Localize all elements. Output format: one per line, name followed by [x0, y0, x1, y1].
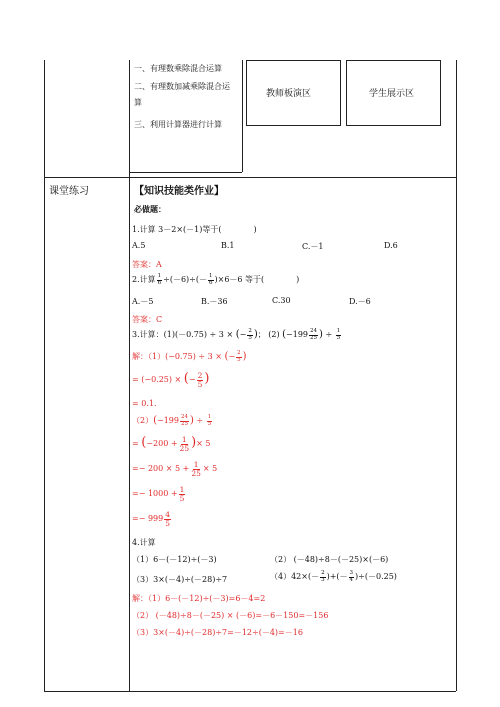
- q1-option-d: D.6: [384, 241, 398, 250]
- q3-sol5-num: 1: [181, 435, 187, 444]
- table-left-border: [44, 60, 45, 691]
- q3-whole: −199: [286, 330, 309, 339]
- q3-sol6-tail: × 5: [202, 464, 218, 473]
- q2-option-a: A.－5: [132, 297, 154, 306]
- q3-solution-line-3: = 0.1．: [132, 399, 162, 408]
- q2-option-d: D.－6: [349, 297, 371, 306]
- q2-mid: ÷(－6)÷(－: [163, 275, 207, 284]
- q3-solution-line-5: = (−200 + $\frac{1}{25}$ )× 5: [132, 435, 211, 453]
- q3-sol5-tail: × 5: [196, 439, 211, 448]
- q1-option-b: B.1: [221, 241, 235, 250]
- q3-sol5-inner: −200 +: [146, 439, 178, 448]
- q3-sol2-den: 5: [197, 379, 203, 389]
- q4-title: 4.计算: [132, 538, 156, 547]
- q3-sol4-f1-num: 24: [180, 414, 188, 420]
- student-showcase-label: 学生展示区: [369, 89, 415, 99]
- q4-problem-1: （1）6－(－12)÷(－3): [132, 555, 217, 564]
- q2-f1-num: 1: [157, 273, 162, 279]
- q3-sol8-fraction: [164, 511, 171, 527]
- q3-solution-line-1: 解：（1）(−0.75) ÷ 3 × (− $\frac{2}{5}$ ): [132, 350, 247, 363]
- q3-solution-line-6: [132, 461, 217, 477]
- q3-sol5-den: 25: [179, 443, 190, 453]
- q3-solution-line-7: [132, 486, 186, 502]
- q4-answer-1: 解：（1）6－(－12)÷(－3)=6－4=2: [132, 594, 266, 603]
- q3-sol7-num: 1: [179, 485, 185, 494]
- outline-item-2: 二、有理数加减乘除混合运: [134, 82, 230, 91]
- q4-problem-4: [270, 571, 397, 583]
- q3-sol1-fraction: [236, 351, 242, 363]
- q4-answer-3: （3）3×(－4)÷(－28)÷7=－12÷(－4)=－16: [132, 628, 303, 637]
- q2-answer: 答案：C: [132, 315, 163, 324]
- q3-sol7-lead: =− 1000 +: [132, 489, 178, 498]
- q3-fraction-1: [247, 329, 253, 341]
- q3-f3-den: 5: [336, 334, 341, 341]
- q3-sol1-lead: 解：（1）(−0.75) ÷ 3 ×: [132, 352, 222, 361]
- section-label: 课堂练习: [49, 186, 89, 197]
- q3-sol4-fraction-2: [207, 415, 213, 427]
- q1-option-a: A.5: [132, 241, 146, 250]
- q3-sol1-num: 2: [237, 350, 241, 356]
- q4-p4-tail: )÷(－0.25): [355, 572, 397, 581]
- q2-option-b: B.－36: [201, 297, 228, 306]
- outline-cell-bottom: [129, 172, 242, 173]
- q3-sol4-f2-num: 1: [207, 414, 212, 420]
- must-do-label: 必做题：: [134, 204, 166, 214]
- q3-sol8-lead: =− 999: [132, 514, 164, 523]
- q3-sol2-num: 2: [197, 371, 203, 380]
- q3-solution-line-2: = (−0.25) × (− $\frac{2}{5}$ ): [132, 371, 210, 389]
- q4-problem-3: （3）3×(－4)÷(－28)÷7: [132, 575, 228, 584]
- q3-sol4-lead: （2）: [132, 416, 154, 425]
- q2-fraction-1: [157, 274, 163, 286]
- q4-p4-fraction-1: [320, 571, 326, 583]
- q3-f1-den: 5: [248, 334, 252, 341]
- q4-p4-f1-den: 3: [321, 576, 325, 583]
- teacher-board-label: 教师板演区: [266, 89, 312, 99]
- q2-fraction-2: [208, 274, 214, 286]
- q2-stem: [132, 274, 299, 286]
- q3-stem: 3.计算：(1)(－0.75) ÷ 3 × (− $\frac{2}{5}$ )； (2) (−199 $\frac{24}{25}$ ) ÷ $\frac{1}{5}$: [132, 328, 341, 341]
- q3-prefix: 3.计算：(1)(－0.75) ÷ 3 ×: [132, 330, 234, 339]
- table-right-border: [456, 60, 457, 691]
- q3-fraction-2: [309, 329, 318, 341]
- outline-item-2-cont: 算: [134, 98, 142, 107]
- table-divider-border: [129, 60, 130, 691]
- outline-item-3: 三、利用计算器进行计算: [134, 120, 222, 129]
- q3-f1-num: 2: [248, 328, 252, 334]
- q2-f1-den: 6: [157, 279, 162, 286]
- q3-sol6-fraction: [190, 461, 202, 477]
- q4-problem-2: （2） (－48)÷8－(－25)×(－6): [270, 555, 389, 564]
- row-separator: [44, 177, 456, 178]
- q3-sol2-fraction: [197, 372, 204, 388]
- q3-sol5-fraction: [179, 436, 191, 452]
- q4-p4-f2-den: 4: [349, 576, 354, 583]
- q3-fraction-3: [336, 329, 342, 341]
- q3-sol6-lead: =− 200 × 5 +: [132, 464, 190, 473]
- outline-item-1: 一、有理数乘除混合运算: [134, 64, 222, 73]
- q1-stem: 1.计算 3－2×(－1)等于( ): [132, 225, 257, 234]
- q3-sol7-fraction: [179, 486, 186, 502]
- q4-p4-f2-num: 3: [349, 570, 354, 576]
- q4-p4-mid: )+(－: [326, 572, 348, 581]
- q1-answer: 答案：A: [132, 260, 162, 269]
- q4-p4-lead: （4）42×(－: [270, 572, 320, 581]
- q3-sol8-num: 4: [165, 510, 170, 519]
- q3-part2-label: ； (2): [257, 330, 280, 339]
- q3-sol2-lead: = (−0.25) ×: [132, 375, 182, 384]
- q2-f2-den: 6: [209, 279, 213, 286]
- q3-sol4-whole: −199: [157, 416, 179, 425]
- q3-sol7-den: 5: [179, 493, 185, 503]
- q3-f2-num: 24: [310, 328, 318, 334]
- q4-answer-2: （2） (－48)÷8－(－25) × (－6)=－6－150=－156: [132, 611, 329, 620]
- section-heading: 【知识技能类作业】: [134, 186, 224, 197]
- outline-cell-border: [242, 60, 243, 172]
- q4-p4-fraction-2: [349, 571, 355, 583]
- q3-solution-line-4: （2）(−199 $\frac{24}{25}$ ) ÷ $\frac{1}{5}$: [132, 414, 212, 427]
- q3-sol4-f2-den: 5: [207, 420, 212, 427]
- q3-f2-den: 25: [310, 334, 318, 341]
- q4-p4-f1-num: 2: [321, 570, 325, 576]
- q3-solution-line-8: [132, 511, 172, 527]
- q2-suffix: )×6－6 等于( ): [214, 275, 300, 284]
- table-bottom-border: [44, 691, 456, 692]
- q3-sol6-num: 1: [193, 460, 199, 469]
- q2-option-c: C.30: [272, 296, 291, 305]
- q3-sol4-fraction-1: [180, 415, 189, 427]
- q3-sol1-den: 5: [237, 356, 241, 363]
- q3-sol6-den: 25: [191, 468, 201, 478]
- q1-option-c: C.－1: [302, 242, 324, 251]
- q3-sol8-den: 5: [165, 518, 170, 528]
- q2-f2-num: 1: [209, 273, 213, 279]
- q3-sol5-lead: =: [132, 439, 139, 448]
- q2-prefix: 2.计算: [132, 275, 156, 284]
- q3-f3-num: 1: [336, 328, 341, 334]
- q3-sol4-f1-den: 25: [180, 420, 188, 427]
